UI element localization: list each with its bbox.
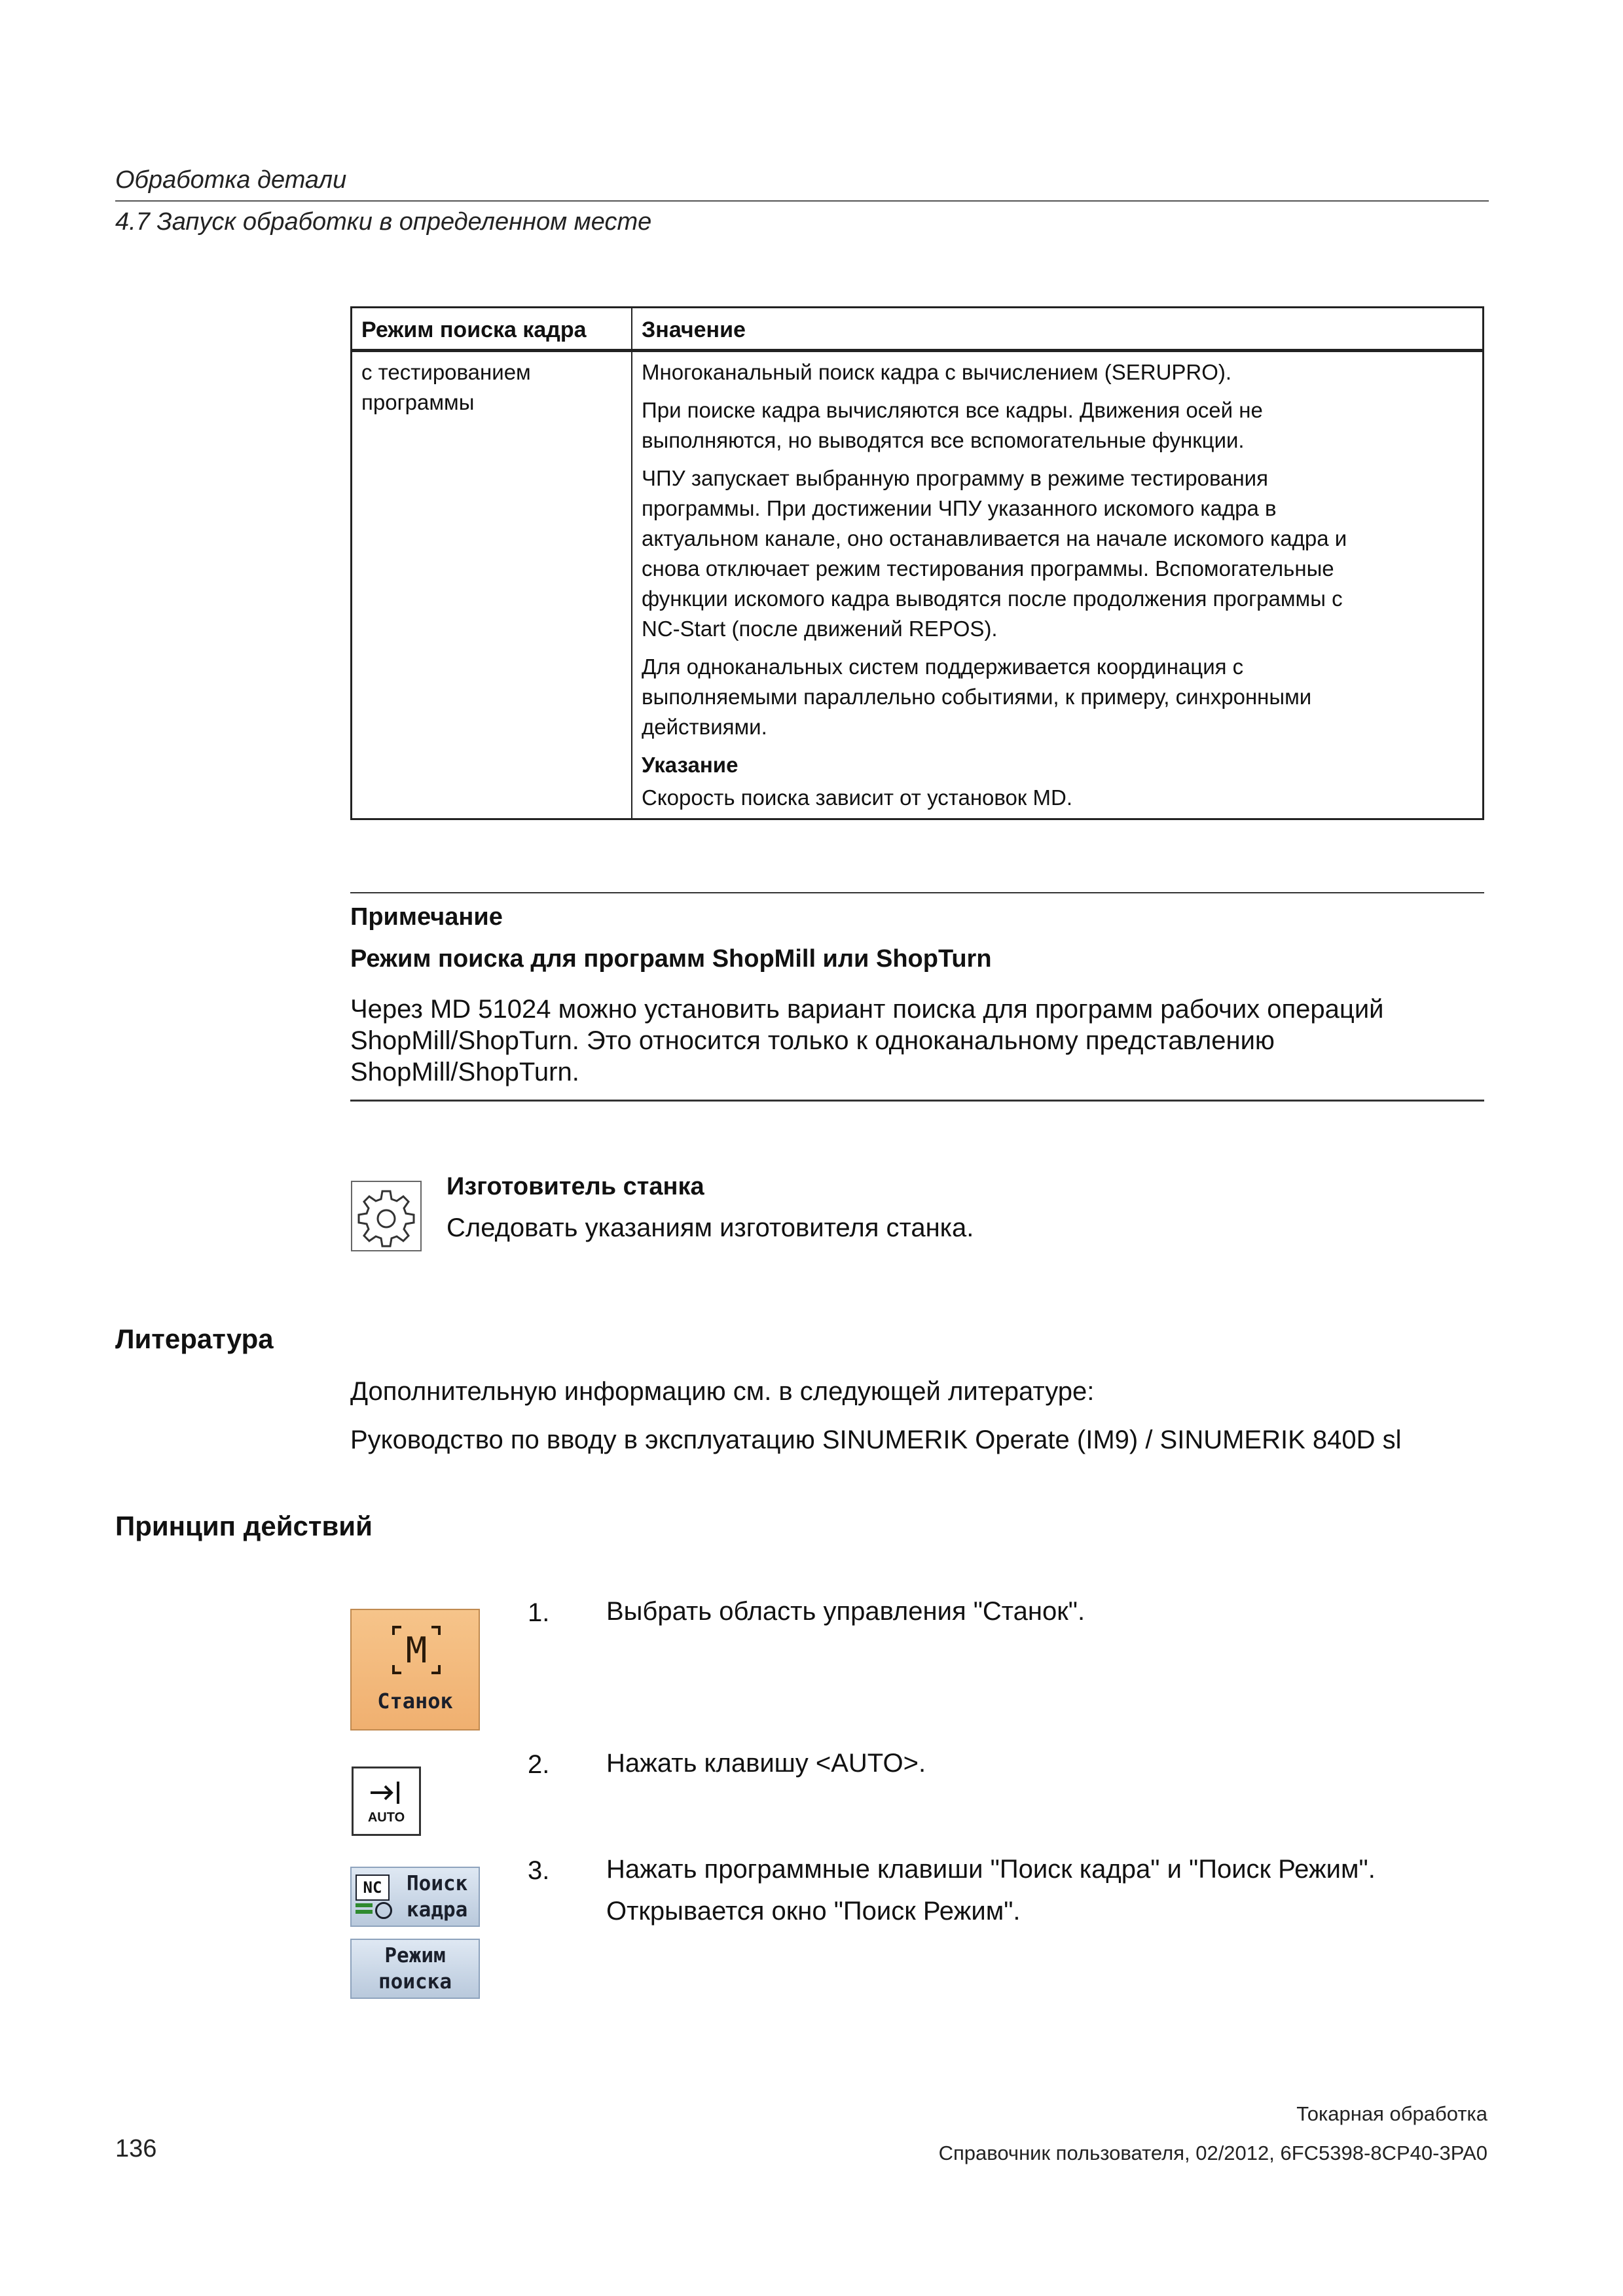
softkey-line: кадра [407, 1898, 468, 1922]
manufacturer-title: Изготовитель станка [447, 1173, 704, 1200]
note-top-divider [350, 892, 1484, 893]
search-mode-table [350, 306, 1484, 820]
note-label: Указание [642, 753, 739, 777]
softkey-line: Поиск [407, 1872, 468, 1895]
value-paragraph: Многоканальный поиск кадра с вычислением (SERUPRO). [642, 360, 1232, 384]
value-paragraph [642, 463, 1473, 644]
manufacturer-text: Следовать указаниям изготовителя станка. [447, 1213, 974, 1242]
page-number: 136 [115, 2135, 157, 2162]
note-text: Скорость поиска зависит от установок MD. [642, 785, 1073, 810]
softkey-line: Режим [384, 1944, 446, 1967]
gear-icon [351, 1181, 422, 1251]
step-line: Нажать программные клавиши "Поиск кадра" и "Поиск Режим". [606, 1855, 1376, 1884]
machine-key-label: Станок [377, 1689, 453, 1713]
note-line: Через MD 51024 можно установить вариант поиска для программ рабочих операций [350, 995, 1384, 1024]
value-line: выполняемыми параллельно событиями, к примеру, синхронными [642, 685, 1312, 709]
search-mode-softkey[interactable] [350, 1939, 480, 1999]
nc-badge: NC [356, 1874, 390, 1901]
auto-key[interactable] [352, 1767, 421, 1836]
table-row [352, 351, 1484, 819]
note-title: Режим поиска для программ ShopMill или ShopTurn [350, 945, 992, 973]
chapter-title: Обработка детали [115, 166, 347, 194]
step-line: Открывается окно "Поиск Режим". [606, 1897, 1021, 1926]
value-paragraph [642, 395, 1473, 456]
section-title: 4.7 Запуск обработки в определенном месте [115, 208, 652, 236]
header-divider [115, 200, 1489, 202]
nc-search-icon [356, 1874, 392, 1920]
footer-reference: Справочник пользователя, 02/2012, 6FC5398-8CP40-3PA0 [938, 2142, 1487, 2164]
note-line: ShopMill/ShopTurn. [350, 1058, 579, 1086]
value-line: выполняются, но выводятся все вспомогательные функции. [642, 428, 1245, 452]
value-line: ЧПУ запускает выбранную программу в режиме тестирования [642, 466, 1268, 490]
table-cell-mode [352, 351, 632, 819]
note-label: Примечание [350, 903, 503, 931]
machine-icon [390, 1623, 443, 1677]
literature-line: Дополнительную информацию см. в следующей литературе: [350, 1377, 1095, 1406]
value-line: функции искомого кадра выводятся после продолжения программы с [642, 586, 1343, 611]
value-line: При поиске кадра вычисляются все кадры. Движения осей не [642, 398, 1263, 422]
value-line: NC-Start (после движений REPOS). [642, 617, 998, 641]
auto-arrow-icon [367, 1778, 406, 1808]
value-line: программы. При достижении ЧПУ указанного искомого кадра в [642, 496, 1277, 520]
step-text: Выбрать область управления "Станок". [606, 1597, 1085, 1626]
block-search-softkey[interactable] [350, 1867, 480, 1927]
mode-line: программы [361, 390, 475, 414]
step-text: Нажать клавишу <AUTO>. [606, 1749, 926, 1778]
auto-key-label: AUTO [367, 1810, 405, 1825]
mode-line: с тестированием [361, 360, 531, 384]
step-text [606, 1848, 1376, 1932]
step-number: 1. [528, 1598, 550, 1627]
value-line: снова отключает режим тестирования программы. Вспомогательные [642, 556, 1334, 581]
value-line: действиями. [642, 715, 767, 739]
table-header-value: Значение [632, 308, 1484, 351]
note-line: ShopMill/ShopTurn. Это относится только к одноканальному представлению [350, 1026, 1275, 1055]
note-bottom-divider [350, 1100, 1484, 1102]
softkey-line: поиска [378, 1970, 452, 1994]
value-line: Для одноканальных систем поддерживается координация с [642, 655, 1244, 679]
literature-heading: Литература [115, 1323, 274, 1354]
literature-line: Руководство по вводу в эксплуатацию SINUMERIK Operate (IM9) / SINUMERIK 840D sl [350, 1426, 1402, 1454]
step-number: 2. [528, 1750, 550, 1779]
note-body [350, 994, 1384, 1088]
value-line: актуальном канале, оно останавливается на начале искомого кадра и [642, 526, 1347, 550]
machine-letter: M [405, 1630, 428, 1671]
table-cell-value [632, 351, 1484, 819]
footer-title: Токарная обработка [1296, 2102, 1487, 2125]
machine-area-key[interactable] [350, 1609, 480, 1731]
step-number: 3. [528, 1856, 550, 1885]
principle-heading: Принцип действий [115, 1511, 373, 1541]
value-paragraph [642, 652, 1473, 742]
table-header-mode: Режим поиска кадра [352, 308, 632, 351]
